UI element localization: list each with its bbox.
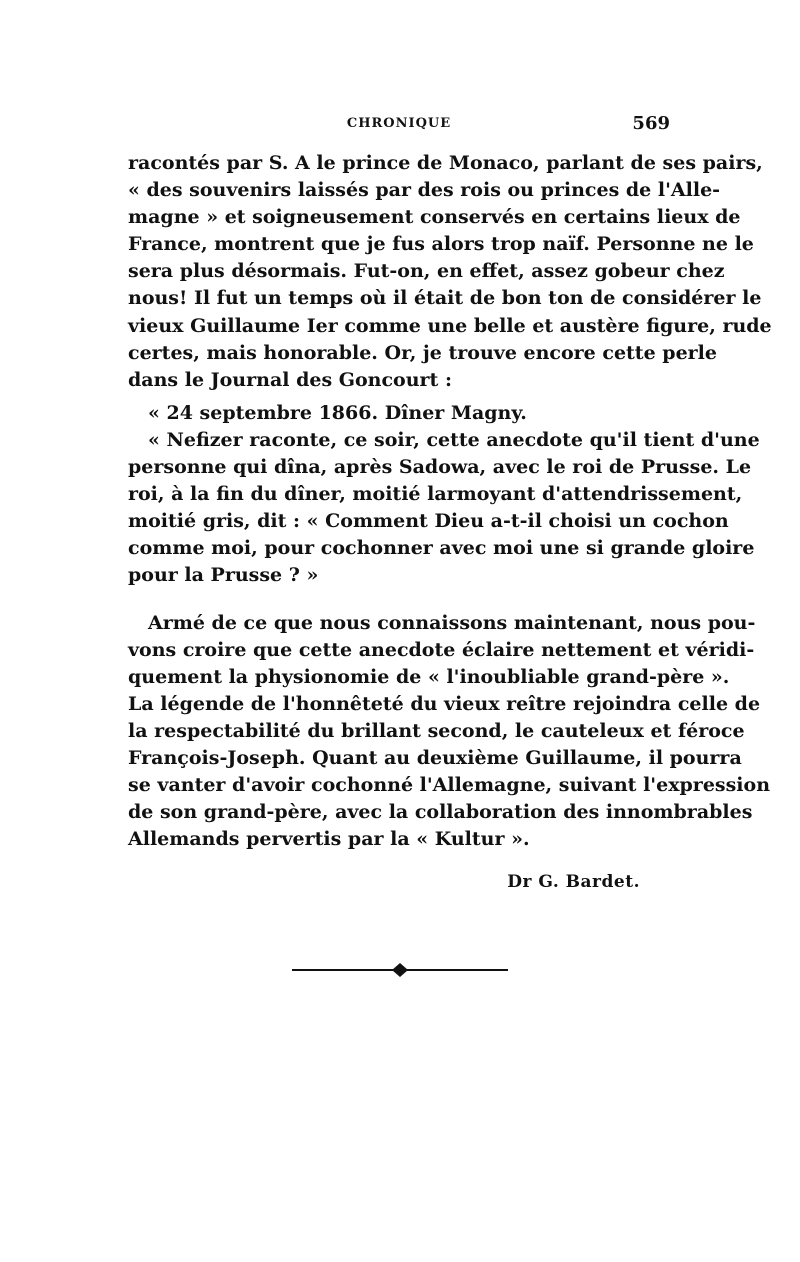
signature-title: Dr [507,872,532,892]
text-line: certes, mais honorable. Or, je trouve encore cette perle [128,341,717,364]
text-line: François-Joseph. Quant au deuxième Guillaume, il pourra [128,746,742,769]
quotation [128,400,760,590]
quote-line: personne qui dîna, après Sadowa, avec le roi de Prusse. Le [128,456,752,479]
text-line: France, montrent que je fus alors trop naïf. Personne ne le [128,233,754,256]
author-signature [507,870,640,894]
running-head: CHRONIQUE [346,116,452,131]
text-line: nous! Il fut un temps où il était de bon ton de considérer le [128,287,762,310]
text-line: quement la physionomie de « l'inoubliable grand-père ». [128,665,730,688]
text-line: vieux Guillaume Ier comme une belle et austère figure, rude [128,314,772,337]
quote-line: moitié gris, dit : « Comment Dieu a-t-il choisi un cochon [128,510,729,533]
text-line: dans le Journal des Goncourt : [128,368,452,391]
text-line: La légende de l'honnêteté du vieux reître rejoindra celle de [128,692,761,715]
rule-with-diamond-icon [292,961,508,979]
text-line: « des souvenirs laissés par des rois ou princes de l'Alle- [128,179,721,202]
text-line: Allemands pervertis par la « Kultur ». [128,828,530,851]
quote-line: roi, à la fin du dîner, moitié larmoyant d'attendrissement, [128,483,743,506]
quote-date-line: « 24 septembre 1866. Dîner Magny. [148,401,527,424]
quote-line: comme moi, pour cochonner avec moi une si grande gloire [128,537,755,560]
quote-line: « Nefizer raconte, ce soir, cette anecdote qu'il tient d'une [148,428,760,451]
text-line: vons croire que cette anecdote éclaire nettement et véridi- [128,638,755,661]
paragraph-1 [128,150,772,394]
text-line: sera plus désormais. Fut-on, en effet, assez gobeur chez [128,260,725,283]
body-text [128,150,772,853]
text-line: se vanter d'avoir cochonné l'Allemagne, suivant l'expression [128,774,771,797]
text-line: racontés par S. A le prince de Monaco, parlant de ses pairs, [128,152,763,174]
text-line: de son grand-père, avec la collaboration des innombrables [128,801,753,824]
page-number: 569 [632,113,670,134]
signature-name: G. Bardet. [538,872,640,892]
text-line: Armé de ce que nous connaissons maintenant, nous pou- [148,611,756,634]
text-line: la respectabilité du brillant second, le cauteleux et féroce [128,719,745,742]
page-header [128,112,670,136]
paragraph-2 [128,610,771,854]
text-line: magne » et soigneusement conservés en certains lieux de [128,206,741,229]
quote-line: pour la Prusse ? » [128,564,319,587]
